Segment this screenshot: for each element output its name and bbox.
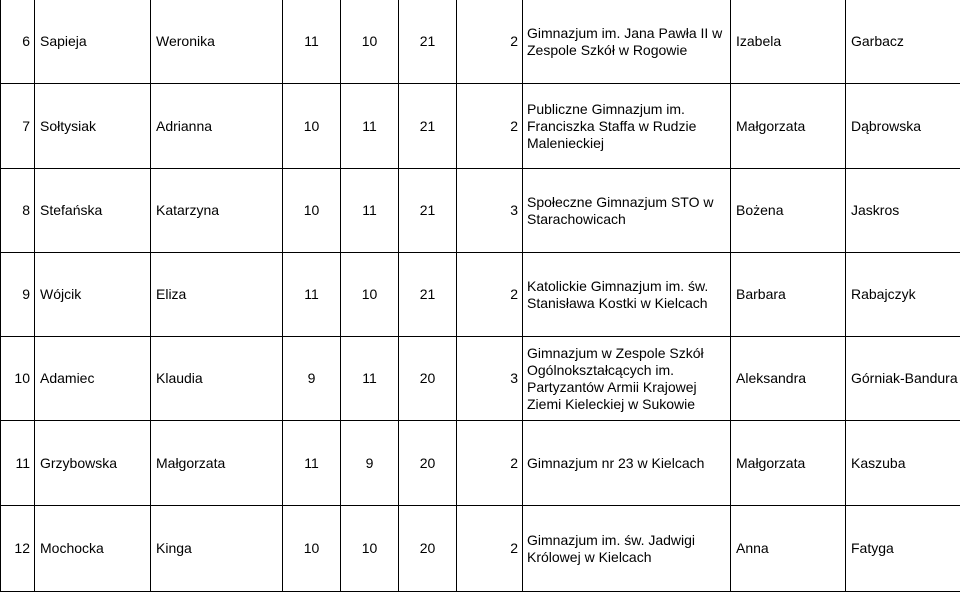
school-name-line: Społeczne Gimnazjum STO w [527,194,728,211]
score-b-cell: 10 [341,506,399,592]
school-cell [523,169,731,253]
first-name-cell: Małgorzata [151,421,283,506]
teacher-last-name-cell: Jaskros [846,169,960,253]
school-name-line: Gimnazjum im. św. Jadwigi [527,532,728,549]
school-name-line: Ogólnokształcących im. [527,362,728,379]
score-b-cell: 10 [341,253,399,337]
total-score-cell: 20 [399,421,457,506]
school-name-line: Starachowicach [527,211,728,228]
total-score-cell: 21 [399,169,457,253]
total-score-cell: 20 [399,337,457,421]
school-name-line: Stanisława Kostki w Kielcach [527,295,728,312]
teacher-first-name-cell: Małgorzata [731,421,846,506]
surname-cell: Grzybowska [35,421,151,506]
school-name-line: Malenieckiej [527,135,728,152]
school-name-line: Publiczne Gimnazjum im. [527,101,728,118]
results-table-body [1,0,960,592]
score-a-cell: 11 [283,253,341,337]
surname-cell: Stefańska [35,169,151,253]
total-score-cell: 21 [399,84,457,169]
score-a-cell: 10 [283,84,341,169]
school-name-line: Franciszka Staffa w Rudzie [527,118,728,135]
row-number-cell: 10 [1,337,35,421]
school-name-line: Katolickie Gimnazjum im. św. [527,278,728,295]
total-score-cell: 20 [399,506,457,592]
teacher-first-name-cell: Bożena [731,169,846,253]
row-number-cell: 7 [1,84,35,169]
school-name-line: Gimnazjum nr 23 w Kielcach [527,455,728,472]
teacher-last-name-cell: Górniak-Bandura [846,337,960,421]
teacher-first-name-cell: Małgorzata [731,84,846,169]
score-a-cell: 10 [283,169,341,253]
table-row [1,84,960,169]
school-cell [523,506,731,592]
surname-cell: Mochocka [35,506,151,592]
first-name-cell: Katarzyna [151,169,283,253]
rank-cell: 2 [457,506,523,592]
school-name-line: Partyzantów Armii Krajowej [527,379,728,396]
school-cell [523,337,731,421]
row-number-cell: 8 [1,169,35,253]
school-name-line: Królowej w Kielcach [527,549,728,566]
rank-cell: 2 [457,253,523,337]
teacher-last-name-cell: Rabajczyk [846,253,960,337]
score-b-cell: 9 [341,421,399,506]
teacher-first-name-cell: Anna [731,506,846,592]
school-cell [523,421,731,506]
row-number-cell: 11 [1,421,35,506]
teacher-last-name-cell: Garbacz [846,0,960,84]
first-name-cell: Klaudia [151,337,283,421]
school-name-line: Ziemi Kieleckiej w Sukowie [527,396,728,413]
score-a-cell: 11 [283,421,341,506]
score-b-cell: 10 [341,0,399,84]
total-score-cell: 21 [399,0,457,84]
table-row [1,337,960,421]
school-cell [523,84,731,169]
surname-cell: Adamiec [35,337,151,421]
first-name-cell: Eliza [151,253,283,337]
rank-cell: 2 [457,421,523,506]
row-number-cell: 12 [1,506,35,592]
table-row [1,421,960,506]
rank-cell: 3 [457,337,523,421]
score-b-cell: 11 [341,84,399,169]
score-a-cell: 9 [283,337,341,421]
first-name-cell: Adrianna [151,84,283,169]
teacher-last-name-cell: Dąbrowska [846,84,960,169]
school-name-line: Gimnazjum im. Jana Pawła II w [527,25,728,42]
school-cell [523,253,731,337]
table-row [1,0,960,84]
school-cell [523,0,731,84]
table-row [1,506,960,592]
table-row [1,253,960,337]
score-b-cell: 11 [341,169,399,253]
school-name-line: Gimnazjum w Zespole Szkół [527,345,728,362]
surname-cell: Sapieja [35,0,151,84]
score-b-cell: 11 [341,337,399,421]
rank-cell: 2 [457,0,523,84]
teacher-first-name-cell: Aleksandra [731,337,846,421]
teacher-first-name-cell: Barbara [731,253,846,337]
surname-cell: Sołtysiak [35,84,151,169]
table-row [1,169,960,253]
teacher-first-name-cell: Izabela [731,0,846,84]
surname-cell: Wójcik [35,253,151,337]
first-name-cell: Kinga [151,506,283,592]
rank-cell: 3 [457,169,523,253]
school-name-line: Zespole Szkół w Rogowie [527,42,728,59]
row-number-cell: 6 [1,0,35,84]
row-number-cell: 9 [1,253,35,337]
score-a-cell: 11 [283,0,341,84]
teacher-last-name-cell: Kaszuba [846,421,960,506]
score-a-cell: 10 [283,506,341,592]
first-name-cell: Weronika [151,0,283,84]
rank-cell: 2 [457,84,523,169]
teacher-last-name-cell: Fatyga [846,506,960,592]
total-score-cell: 21 [399,253,457,337]
